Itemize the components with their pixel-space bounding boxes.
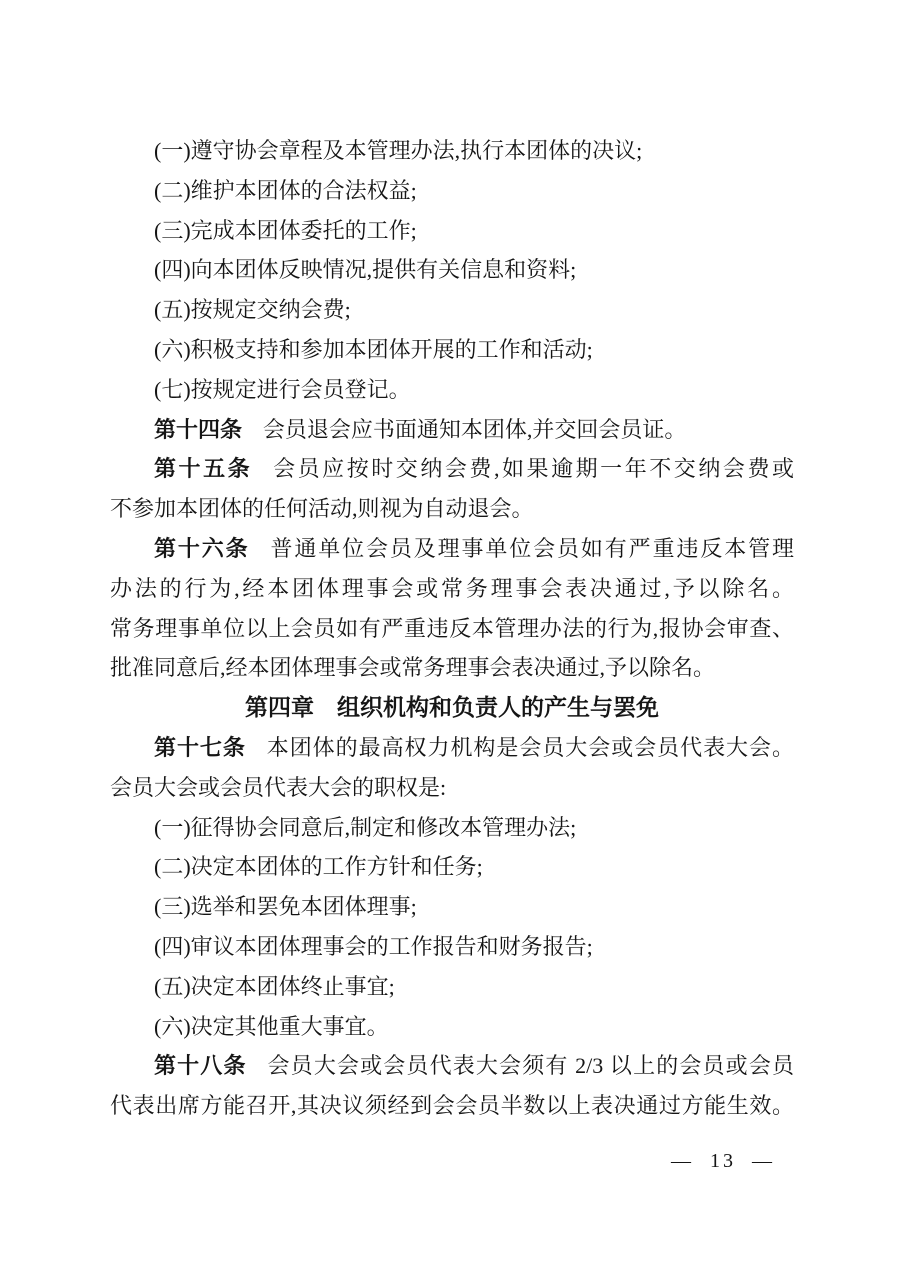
chapter-heading	[110, 688, 794, 728]
line-text: (五)决定本团体终止事宜;	[154, 973, 395, 999]
line-text: (六)积极支持和参加本团体开展的工作和活动;	[154, 336, 593, 362]
line-text: 普通单位会员及理事单位会员如有严重违反本管理	[270, 535, 794, 561]
document-line	[110, 449, 794, 489]
line-text: 常务理事单位以上会员如有严重违反本管理办法的行为,报协会审查、	[110, 615, 794, 641]
line-text: 会员大会或会员代表大会须有 2/3 以上的会员或会员	[267, 1053, 794, 1079]
line-text: (六)决定其他重大事宜。	[154, 1013, 389, 1039]
document-line	[110, 927, 794, 967]
document-line	[110, 1007, 794, 1047]
document-line	[110, 1046, 794, 1086]
line-text: (二)维护本团体的合法权益;	[154, 177, 417, 203]
line-text: (五)按规定交纳会费;	[154, 297, 351, 323]
page-number: — 13 —	[671, 1150, 775, 1172]
line-text: 会员大会或会员代表大会的职权是:	[110, 774, 447, 800]
article-number: 第十五条	[154, 456, 253, 482]
article-number: 第十六条	[154, 535, 250, 561]
document-line	[110, 330, 794, 370]
article-number: 第十四条	[154, 416, 243, 442]
document-line	[110, 211, 794, 251]
line-text: 办法的行为,经本团体理事会或常务理事会表决通过,予以除名。	[110, 575, 794, 601]
line-text: (一)遵守协会章程及本管理办法,执行本团体的决议;	[154, 138, 643, 163]
article-number: 第十七条	[154, 734, 246, 760]
article-number: 第十八条	[154, 1053, 247, 1079]
document-line	[110, 290, 794, 330]
line-text: (一)征得协会同意后,制定和修改本管理办法;	[154, 814, 577, 840]
document-line	[110, 410, 794, 450]
document-line	[110, 648, 794, 688]
document-line	[110, 131, 794, 171]
document-line	[110, 967, 794, 1007]
document-line	[110, 250, 794, 290]
line-text: (四)审议本团体理事会的工作报告和财务报告;	[154, 933, 593, 959]
document-line	[110, 609, 794, 649]
document-line	[110, 569, 794, 609]
document-line	[110, 370, 794, 410]
document-line	[110, 728, 794, 768]
line-text: (二)决定本团体的工作方针和任务;	[154, 854, 483, 880]
line-text: (三)选举和罢免本团体理事;	[154, 894, 417, 920]
line-text: (四)向本团体反映情况,提供有关信息和资料;	[154, 257, 577, 283]
line-text: (三)完成本团体委托的工作;	[154, 217, 417, 243]
document-line	[110, 808, 794, 848]
document-body	[110, 131, 794, 1126]
document-line	[110, 529, 794, 569]
document-line	[110, 489, 794, 529]
line-text: 不参加本团体的任何活动,则视为自动退会。	[110, 496, 534, 522]
document-line	[110, 171, 794, 211]
line-text: (七)按规定进行会员登记。	[154, 376, 411, 402]
line-text: 代表出席方能召开,其决议须经到会会员半数以上表决通过方能生效。	[110, 1093, 794, 1119]
line-text: 会员退会应书面通知本团体,并交回会员证。	[262, 416, 687, 442]
line-text: 会员应按时交纳会费,如果逾期一年不交纳会费或	[273, 456, 794, 482]
chapter-heading-text: 第四章 组织机构和负责人的产生与罢免	[245, 694, 659, 721]
line-text: 本团体的最高权力机构是会员大会或会员代表大会。	[266, 734, 794, 760]
document-line	[110, 847, 794, 887]
document-line	[110, 1086, 794, 1126]
document-line	[110, 768, 794, 808]
line-text: 批准同意后,经本团体理事会或常务理事会表决通过,予以除名。	[110, 655, 716, 681]
document-line	[110, 887, 794, 927]
